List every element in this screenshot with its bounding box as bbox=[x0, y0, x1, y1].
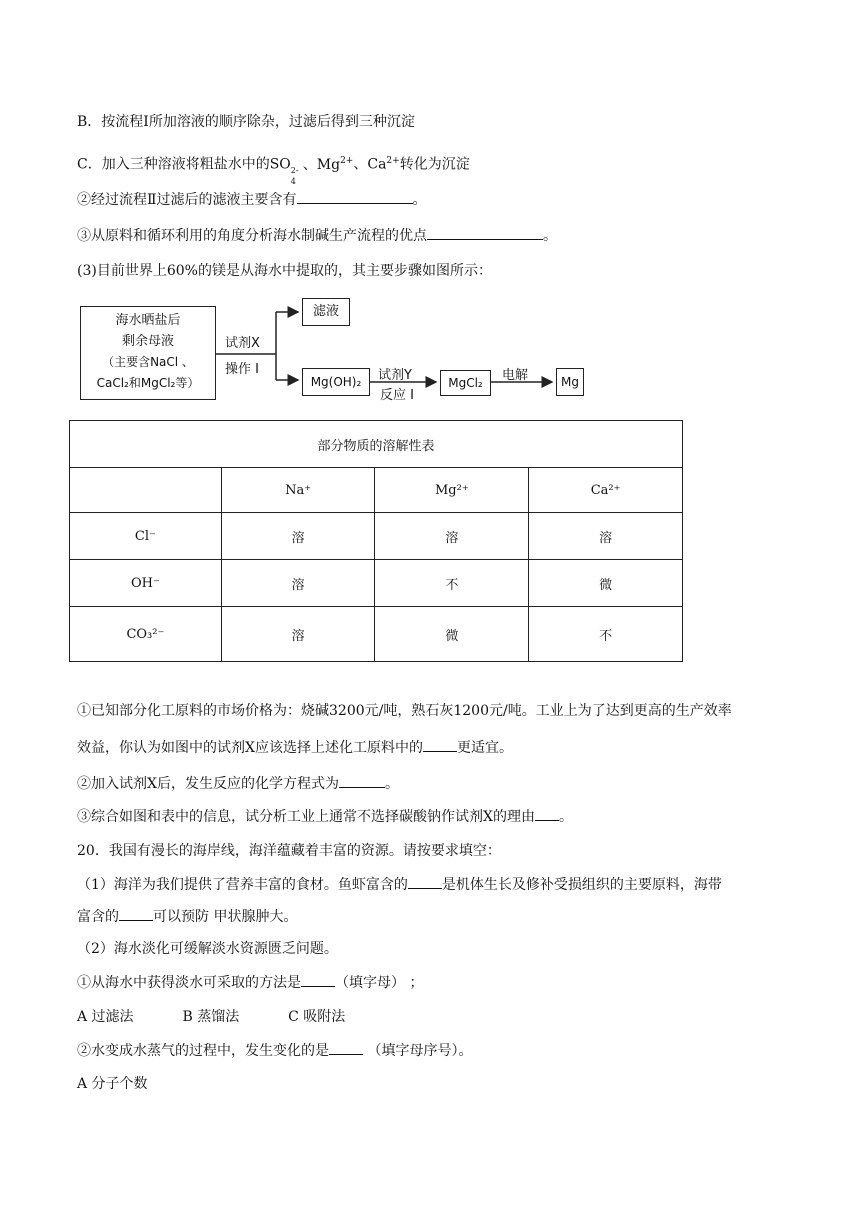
answer-blank[interactable] bbox=[339, 773, 385, 788]
question-3-text: ③从原料和循环利用的角度分析海水制碱生产流程的优点 bbox=[77, 228, 427, 244]
table-row bbox=[70, 560, 683, 607]
problem-20-2: （2）海水淡化可缓解淡水资源匮乏问题。 bbox=[77, 941, 338, 957]
part-3-intro: (3)目前世界上60%的镁是从海水中提取的，其主要步骤如图所示： bbox=[77, 263, 492, 279]
source-line: 剩余母液 bbox=[121, 334, 174, 349]
option-c: C．加入三种溶液将粗盐水中的SO 2- 4 、$Mg^{2+}$、$Ca^{2+}$转化为沉淀 bbox=[77, 156, 470, 186]
answer-blank[interactable] bbox=[423, 737, 457, 752]
source-line: CaCl₂和MgCl₂等） bbox=[96, 376, 200, 390]
options-row bbox=[77, 1007, 345, 1027]
problem-20-2-2 bbox=[77, 1040, 472, 1061]
option-c-text: C．加入三种溶液将粗盐水中的SO bbox=[77, 156, 291, 173]
p20-2-2-end: （填字母序号）。 bbox=[363, 1043, 473, 1059]
mgcl2-box: MgCl₂ bbox=[440, 370, 491, 396]
table-cell: Cl⁻ bbox=[70, 513, 222, 560]
question-2b bbox=[77, 773, 399, 794]
reaction-1-label: 反应 I bbox=[380, 388, 414, 403]
option-a-molecules: A 分子个数 bbox=[77, 1076, 148, 1092]
problem-20-title: 20．我国有漫长的海岸线，海洋蕴藏着丰富的资源。请按要求填空： bbox=[77, 843, 501, 859]
table-cell: 溶 bbox=[221, 560, 375, 607]
option-b-method: B 蒸馏法 bbox=[182, 1009, 240, 1025]
question-3b bbox=[77, 806, 573, 827]
table-cell: 不 bbox=[375, 560, 529, 607]
p20-1-text: （1）海洋为我们提供了营养丰富的食材。鱼虾富含的 bbox=[77, 877, 408, 893]
problem-20-1-line-1 bbox=[77, 874, 722, 895]
question-2b-text: ②加入试剂X后，发生反应的化学方程式为 bbox=[77, 776, 339, 792]
flow-diagram bbox=[80, 296, 600, 406]
answer-blank[interactable] bbox=[301, 972, 335, 987]
solubility-table bbox=[69, 420, 683, 662]
p20-2-2-text: ②水变成水蒸气的过程中，发生变化的是 bbox=[77, 1043, 329, 1059]
answer-blank[interactable] bbox=[119, 906, 153, 921]
option-b: B．按流程Ⅰ所加溶液的顺序除杂，过滤后得到三种沉淀 bbox=[77, 114, 415, 130]
filtrate-box: 滤液 bbox=[302, 298, 350, 326]
p20-2-1-end: （填字母） ； bbox=[335, 975, 424, 991]
option-c-ca: 、Ca bbox=[353, 156, 387, 173]
table-cell: 微 bbox=[529, 560, 683, 607]
table-cell: 溶 bbox=[221, 513, 375, 560]
question-1-line-2 bbox=[77, 737, 513, 758]
table-title: 部分物质的溶解性表 bbox=[70, 421, 683, 468]
question-3b-end: 。 bbox=[558, 809, 573, 825]
question-2-end: 。 bbox=[412, 192, 427, 208]
answer-blank[interactable] bbox=[427, 225, 543, 240]
problem-20-1-line-2 bbox=[77, 906, 297, 927]
table-row bbox=[70, 513, 683, 560]
question-3-end: 。 bbox=[543, 228, 557, 244]
option-c-mg: 、Mg bbox=[302, 156, 341, 173]
option-a: A 过滤法 bbox=[77, 1009, 134, 1025]
mg-box: Mg bbox=[556, 368, 584, 396]
reagent-x-label: 试剂X bbox=[225, 336, 260, 351]
question-3 bbox=[77, 225, 557, 246]
table-cell: 微 bbox=[375, 607, 529, 662]
answer-blank[interactable] bbox=[297, 189, 413, 204]
problem-20-2-1 bbox=[77, 972, 423, 993]
table-cell: CO₃²⁻ bbox=[70, 607, 222, 662]
source-line: （主要含NaCl 、 bbox=[102, 355, 194, 369]
header-cell bbox=[70, 468, 222, 513]
mg-oh2-box: Mg(OH)₂ bbox=[302, 368, 370, 396]
question-2-text: ②经过流程Ⅱ过滤后的滤液主要含有 bbox=[77, 192, 297, 208]
header-cell: Na⁺ bbox=[221, 468, 375, 513]
ca-charge: 2+ bbox=[386, 156, 400, 166]
p20-2-1-text: ①从海水中获得淡水可采取的方法是 bbox=[77, 975, 301, 991]
operation-1-label: 操作 I bbox=[225, 362, 259, 377]
table-cell: 溶 bbox=[375, 513, 529, 560]
table-cell: 不 bbox=[529, 607, 683, 662]
option-c-method: C 吸附法 bbox=[288, 1009, 346, 1025]
question-1-text: 效益，你认为如图中的试剂X应该选择上述化工原料中的 bbox=[77, 740, 423, 756]
table-cell: 溶 bbox=[529, 513, 683, 560]
p20-1b-text: 富含的 bbox=[77, 909, 119, 925]
header-cell: Ca²⁺ bbox=[529, 468, 683, 513]
header-cell: Mg²⁺ bbox=[375, 468, 529, 513]
p20-1b-end: 可以预防 甲状腺肿大。 bbox=[153, 909, 298, 925]
option-c-end: 转化为沉淀 bbox=[399, 156, 470, 173]
question-2b-end: 。 bbox=[384, 776, 399, 792]
question-1-end: 更适宜。 bbox=[456, 740, 513, 756]
table-header-row bbox=[70, 468, 683, 513]
table-cell: OH⁻ bbox=[70, 560, 222, 607]
question-1-line-1: ①已知部分化工原料的市场价格为：烧碱3200元/吨，熟石灰1200元/吨。工业上为了达到更高的生产效率 bbox=[77, 703, 732, 719]
question-3b-text: ③综合如图和表中的信息，试分析工业上通常不选择碳酸钠作试剂X的理由 bbox=[77, 809, 535, 825]
answer-blank[interactable] bbox=[535, 806, 559, 821]
electrolysis-label: 电解 bbox=[502, 368, 529, 383]
reagent-y-label: 试剂Y bbox=[378, 368, 412, 383]
table-cell: 溶 bbox=[221, 607, 375, 662]
p20-1-end: 是机体生长及修补受损组织的主要原料，海带 bbox=[441, 877, 722, 893]
answer-blank[interactable] bbox=[329, 1040, 363, 1055]
question-2 bbox=[77, 189, 427, 210]
answer-blank[interactable] bbox=[408, 874, 442, 889]
mg-charge: 2+ bbox=[340, 156, 354, 166]
source-line: 海水晒盐后 bbox=[115, 313, 181, 328]
table-row bbox=[70, 607, 683, 662]
